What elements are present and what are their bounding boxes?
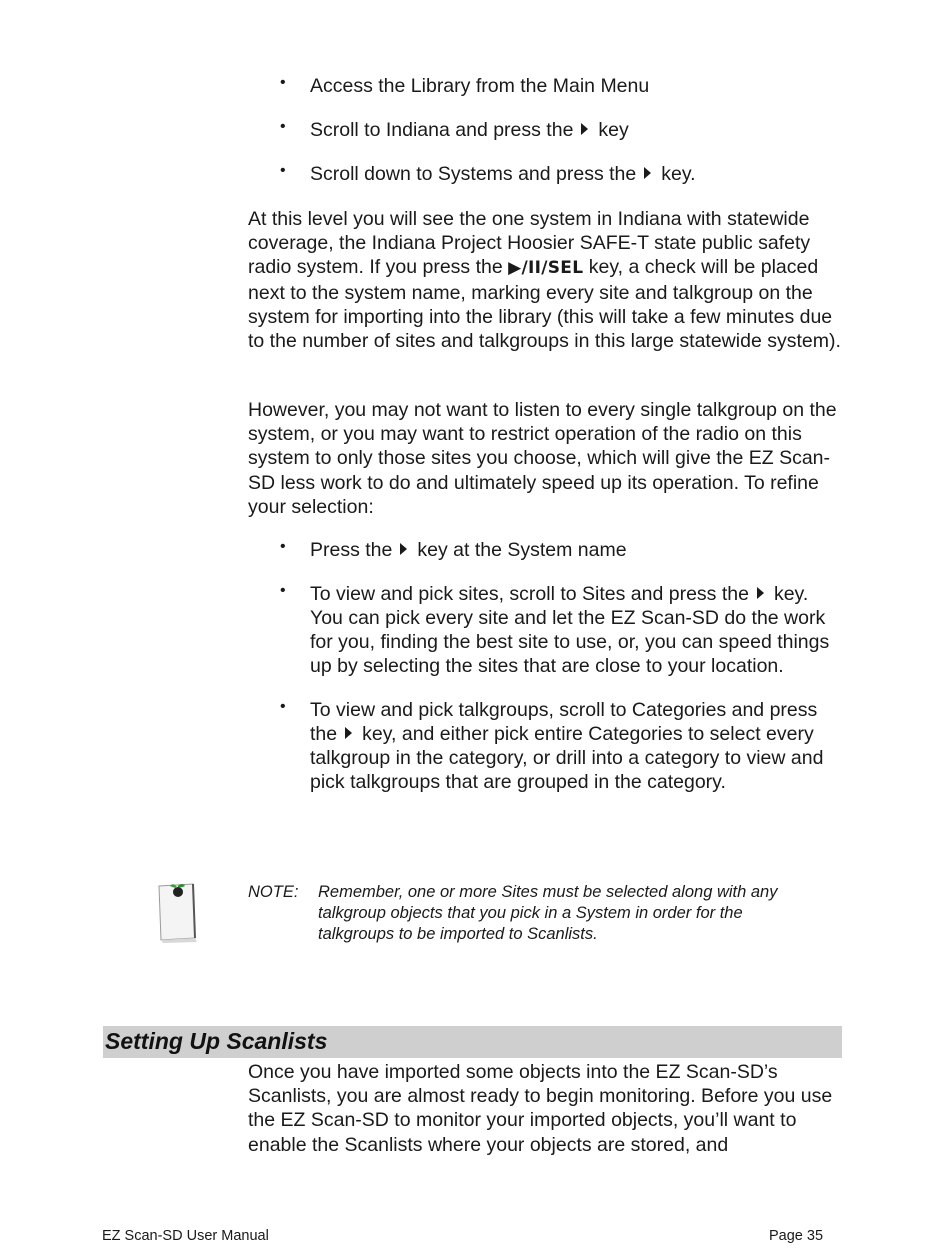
bullet-text: Scroll down to Systems and press the xyxy=(310,163,637,185)
right-arrow-key-icon xyxy=(644,167,651,179)
right-arrow-key-icon xyxy=(400,543,407,555)
footer-page-number: Page 35 xyxy=(769,1228,824,1244)
bullet-dot: • xyxy=(280,74,286,91)
right-arrow-key-icon xyxy=(757,587,764,599)
bullet-list-library-steps xyxy=(0,74,950,186)
paragraph-text: At this level you will see the one system in Indiana with statewide coverage, the Indiana Project Hoosier SAFE-T state public safety radio system. If you press the xyxy=(248,208,811,279)
note-paper-icon xyxy=(155,880,201,946)
bullet-text-after: key. xyxy=(661,163,696,185)
bullet-dot: • xyxy=(280,538,286,555)
paragraph-refine-selection: However, you may not want to listen to every single talkgroup on the system, or you may want to restrict operation of the radio on this system to only those sites you choose, which will give the EZ Scan-SD less work to do and ultimately speed up its operation. To refine your selection: xyxy=(248,399,837,518)
bullet-list-refine-steps xyxy=(0,538,950,794)
right-arrow-key-icon xyxy=(345,727,352,739)
bullet-text: To view and pick talkgroups, scroll to Categories and press the xyxy=(310,699,818,745)
paragraph-system-selection xyxy=(248,207,846,353)
bullet-item xyxy=(0,582,840,678)
bullet-text-after: key. You can pick every site and let the EZ Scan-SD do the work for you, finding the best site to use, or, you can speed things up by selecting the sites that are close to your location. xyxy=(310,583,830,677)
paragraph-text: key, a check will be placed next to the system name, marking every site and talkgroup on the system for importing into the library (this will take a few minutes due to the number of sites and talkgroups in this large statewide system). xyxy=(248,256,841,353)
bullet-text: To view and pick sites, scroll to Sites and press the xyxy=(310,583,749,605)
bullet-item xyxy=(0,74,840,98)
bullet-item xyxy=(0,538,840,562)
bullet-dot: • xyxy=(280,118,286,135)
bullet-text-after: key at the System name xyxy=(417,539,627,561)
bullet-text-after: key xyxy=(598,119,629,141)
bullet-text: Press the xyxy=(310,539,393,561)
bullet-text-after: key, and either pick entire Categories to select every talkgroup in the category, or drill into a category to view and pick talkgroups that are grouped in the category. xyxy=(310,723,824,793)
bullet-item xyxy=(0,162,840,186)
section-title: Setting Up Scanlists xyxy=(105,1028,328,1054)
note-label: NOTE: xyxy=(248,883,299,901)
bullet-text: Scroll to Indiana and press the xyxy=(310,119,574,141)
section-heading-bar xyxy=(103,1026,842,1058)
bullet-dot: • xyxy=(280,698,286,715)
bullet-dot: • xyxy=(280,162,286,179)
paragraph-scanlists-intro: Once you have imported some objects into the EZ Scan-SD’s Scanlists, you are almost ready to begin monitoring. Before you use the EZ Scan-SD to monitor your imported objects, you’ll want to enable the Scanlists where your objects are stored, and xyxy=(248,1061,833,1156)
bullet-item xyxy=(0,118,840,142)
play-pause-select-key: ▶/II/SEL xyxy=(508,258,584,279)
bullet-text: Access the Library from the Main Menu xyxy=(310,75,650,97)
right-arrow-key-icon xyxy=(581,123,588,135)
bullet-dot: • xyxy=(280,582,286,599)
footer-manual-title: EZ Scan-SD User Manual xyxy=(102,1228,269,1244)
note-text: Remember, one or more Sites must be selected along with any talkgroup objects that you pick in a System in order for the talkgroups to be imported to Scanlists. xyxy=(318,883,778,943)
bullet-item xyxy=(0,698,840,794)
